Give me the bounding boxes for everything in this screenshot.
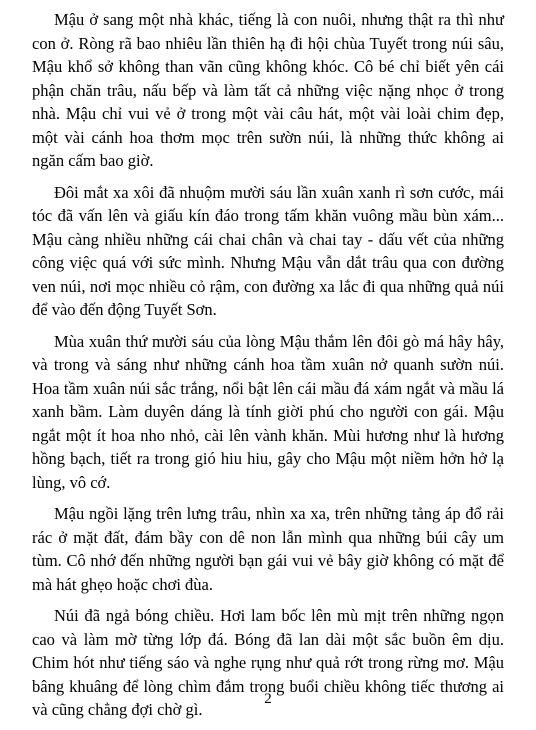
paragraph-1: Mậu ở sang một nhà khác, tiếng là con nuôi, nhưng thật ra thì như con ở. Ròng rã bao nhiêu lần thiên hạ đi hội chùa Tuyết trong núi sâu, Mậu khổ sở không than vãn cũng không khóc. Cô bé chỉ biết yên cái phận chăn trâu, nấu bếp và làm tất cả những việc nặng nhọc ở trong nhà. Mậu chỉ vui vẻ ở trong một vài câu hát, một vài loài chim đẹp, một vài cánh hoa thơm mọc trên sườn núi, là những thức không ai ngăn cấm bao giờ. bbox=[32, 10, 504, 170]
paragraph-4: Mậu ngồi lặng trên lưng trâu, nhìn xa xa, trên những tảng áp đổ rải rác ở mặt đất, đám bầy con dê non lẫn mình qua những búi cây um tùm. Cô nhớ đến những người bạn gái vui vẻ bây giờ không có mặt để mà hát ghẹo hoặc chơi đùa. bbox=[32, 504, 504, 594]
paragraph-5: Núi đã ngả bóng chiều. Hơi lam bốc lên mù mịt trên những ngọn cao và làm mờ từng lớp đá. Bóng đã lan dài một sắc buồn êm dịu. Chim hót như tiếng sáo và nghe rụng như quả rớt trong rừng mơ. Mậu bâng khuâng để lòng chìm đắm trong buổi chiều không tiếc thương ai và cũng chẳng đợi chờ gì. bbox=[32, 606, 504, 719]
page-number: 2 bbox=[264, 691, 272, 707]
paragraph-3: Mùa xuân thứ mười sáu của lòng Mậu thắm lên đôi gò má hây hây, và trong và sáng như những cánh hoa tầm xuân nở quanh sườn núi. Hoa tầm xuân núi sắc trắng, nổi bật lên cái mầu đá xám ngắt và mầu lá xanh bầm. Làm duyên dáng là tính giời phú cho người con gái. Mậu ngắt một ít hoa nho nhỏ, cài lên vành khăn. Mùi hương như là hương hồng bạch, tiết ra trong gió hiu hiu, gây cho Mậu một niềm hởn hở lạ lùng, vô cớ. bbox=[32, 331, 504, 492]
paragraph-2: Đôi mắt xa xôi đã nhuộm mười sáu lần xuân xanh rì sơn cước, mái tóc đã vấn lên và giấu kín đáo trong tấm khăn vuông mầu bùn xám... Mậu càng nhiều những cái chai chân và chai tay - dấu vết của những công việc quá với sức mình. Nhưng Mậu vẫn dắt trâu qua con đường ven núi, nơi mọc nhiều cỏ rậm, con đường xa lắc đi qua những quả núi để vào đến động Tuyết Sơn. bbox=[32, 182, 504, 319]
document-page bbox=[32, 8, 504, 730]
